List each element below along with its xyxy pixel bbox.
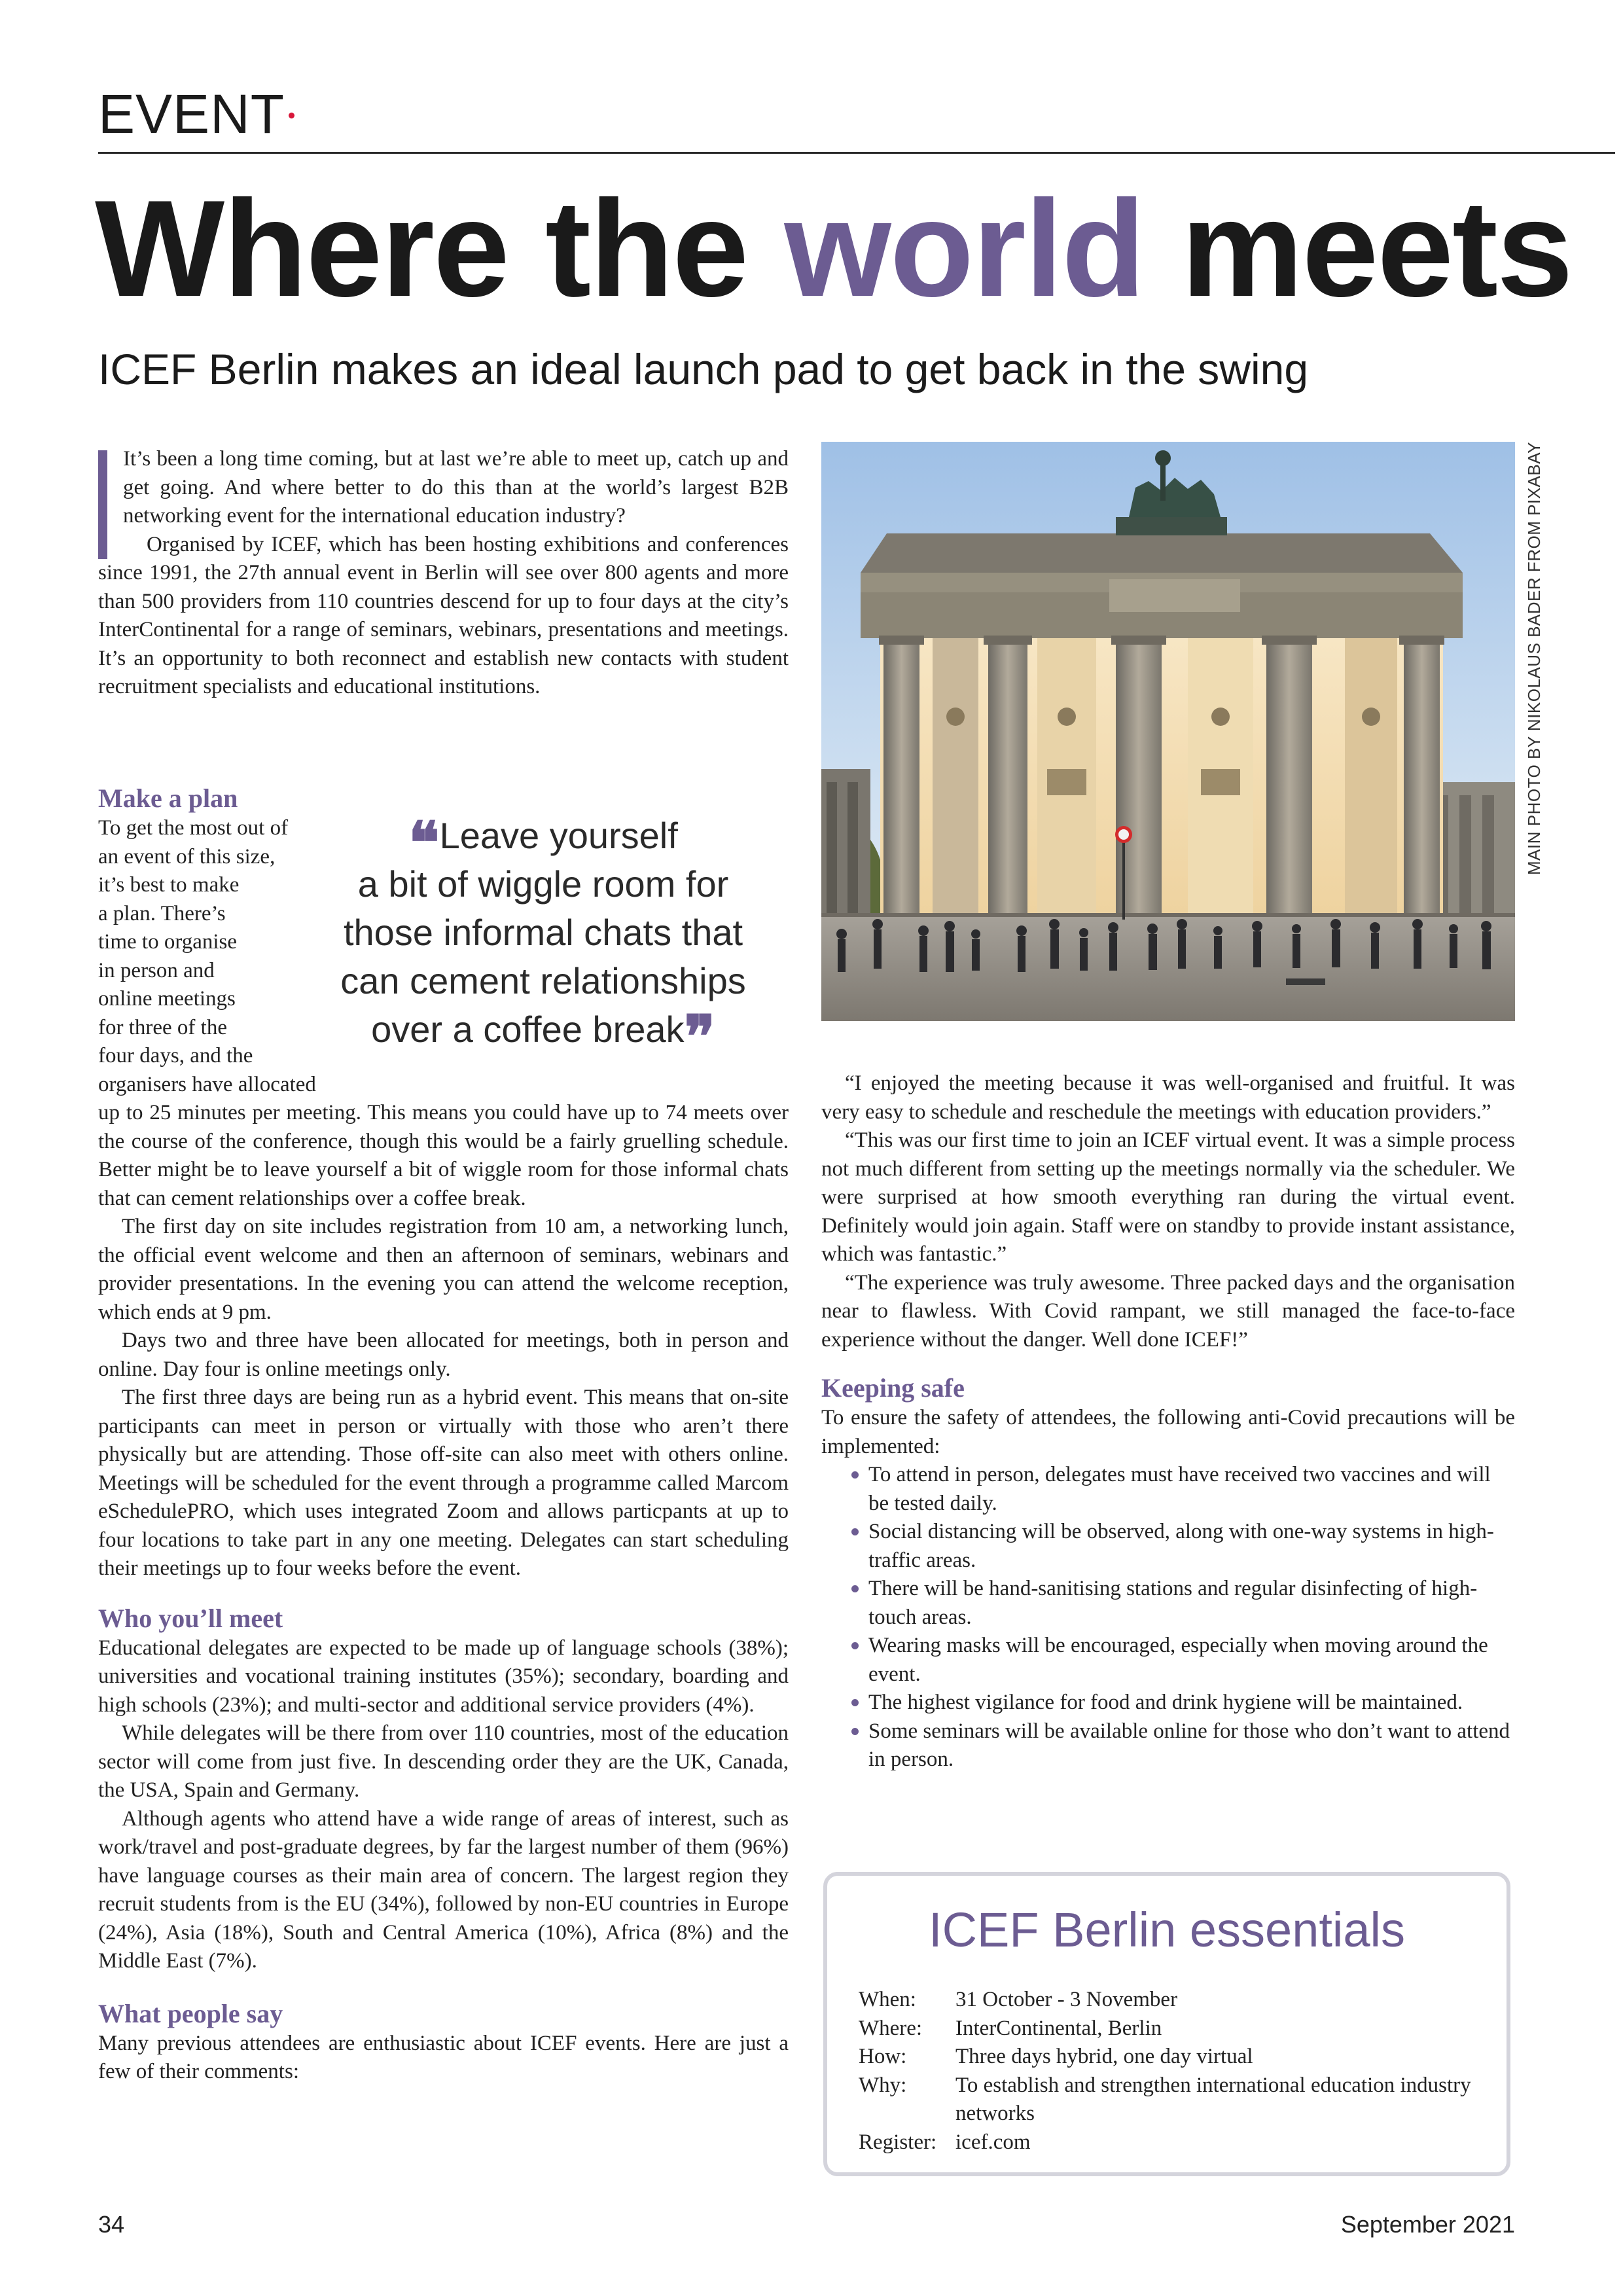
plan-line: four days, and the	[98, 1044, 253, 1067]
plan-line: organisers have allocated	[98, 1072, 316, 1096]
essentials-value: InterContinental, Berlin	[955, 2016, 1162, 2040]
safety-item: There will be hand-sanitising stations and regular disinfecting of high-touch areas.	[821, 1575, 1515, 1632]
essentials-key: How:	[859, 2045, 907, 2068]
say-heading: What people say	[98, 1998, 283, 2028]
essentials-key: Where:	[859, 2016, 923, 2040]
open-quote-icon: ❝	[408, 808, 440, 876]
intro-block	[98, 445, 789, 702]
essentials-value: 31 October - 3 November	[955, 1988, 1178, 2011]
essentials-value: icef.com	[955, 2130, 1031, 2154]
plan-heading: Make a plan	[98, 783, 238, 813]
plan-line: a plan. There’s	[98, 901, 226, 925]
say-paragraph-1: Many previous attendees are enthusiastic about ICEF events. Here are just a few of their comments:	[98, 2031, 789, 2083]
safe-intro: To ensure the safety of attendees, the following anti-Covid precautions will be implemented:	[821, 1406, 1515, 1458]
meet-paragraph-2: While delegates will be there from over 110 countries, most of the education sector will come from just five. In descending order they are the UK, Canada, the USA, Spain and Germany.	[98, 1721, 789, 1802]
essentials-box	[823, 1872, 1510, 2176]
meet-heading: Who you’ll meet	[98, 1603, 283, 1633]
pull-quote-line: can cement relationships	[340, 960, 746, 1001]
testimonials	[821, 1069, 1515, 1354]
section-dot-icon	[289, 113, 294, 118]
safety-item: Social distancing will be observed, along with one-way systems in high-traffic areas.	[821, 1518, 1515, 1575]
pull-quote	[308, 808, 779, 1070]
essentials-row-how	[859, 2043, 1487, 2072]
pull-quote-line: a bit of wiggle room for	[357, 863, 729, 905]
plan-paragraph-2: The first day on site includes registration from 10 am, a networking lunch, the official event welcome and then an afternoon of seminars, webinars and provider presentations. In the evening you can attend the welcome reception, which ends at 9 pm.	[98, 1215, 789, 1324]
meet-paragraph-3: Although agents who attend have a wide range of areas of interest, such as work/travel and post-graduate degrees, by far the largest number of them (96%) have language courses as their main area of concern. The largest region they recruit students from is the EU (34%), followed by non-EU countries in Europe (24%), Asia (18%), South and Central America (10%), Africa (8%) and the Middle East (7%).	[98, 1806, 789, 1973]
photo-credit-text: MAIN PHOTO BY NIKOLAUS BADER FROM PIXABAY	[1524, 442, 1544, 875]
brandenburg-gate-image	[821, 442, 1515, 1021]
safety-list	[821, 1461, 1515, 1774]
drop-cap-bar	[98, 450, 107, 559]
headline-highlight: world	[784, 171, 1145, 325]
headline-part-1: Where the	[95, 171, 785, 325]
essentials-row-register	[859, 2128, 1487, 2157]
safe-heading: Keeping safe	[821, 1373, 965, 1403]
section-label-text: EVENT	[98, 83, 285, 145]
pull-quote-line	[308, 808, 779, 876]
safety-item: Some seminars will be available online for those who don’t want to attend in person.	[821, 1717, 1515, 1774]
pull-quote-text: over a coffee break	[371, 1009, 685, 1050]
plan-body	[98, 1099, 789, 1583]
plan-line: To get the most out of	[98, 816, 289, 840]
safety-item: To attend in person, delegates must have received two vaccines and will be tested daily.	[821, 1461, 1515, 1518]
close-quote-icon: ❞	[684, 1002, 715, 1070]
essentials-value: To establish and strengthen international education industry networks	[955, 2073, 1471, 2125]
header-rule	[98, 152, 1615, 154]
page-number: 34	[98, 2211, 125, 2238]
meet-body	[98, 1634, 789, 1976]
safe-body	[821, 1404, 1515, 1774]
plan-line: online meetings	[98, 987, 236, 1011]
testimonial-1: “I enjoyed the meeting because it was well-organised and fruitful. It was very easy to schedule and reschedule the meetings with education providers.”	[821, 1071, 1515, 1124]
essentials-key: Why:	[859, 2073, 907, 2097]
essentials-row-when	[859, 1986, 1487, 2015]
essentials-title: ICEF Berlin essentials	[929, 1903, 1405, 1957]
plan-line: it’s best to make	[98, 873, 240, 897]
plan-line: in person and	[98, 958, 215, 982]
headline	[95, 171, 1572, 325]
intro-paragraph-1: It’s been a long time coming, but at last we’re able to meet up, catch up and get going. And where better to do this than at the world’s largest B2B networking event for the international education industry?	[123, 447, 789, 528]
essentials-row-where	[859, 2015, 1487, 2043]
essentials-value: Three days hybrid, one day virtual	[955, 2045, 1253, 2068]
plan-line: time to organise	[98, 930, 238, 954]
safety-item: Wearing masks will be encouraged, especially when moving around the event.	[821, 1632, 1515, 1689]
essentials-list	[859, 1986, 1487, 2157]
col2-block	[821, 1069, 1515, 1774]
plan-paragraph-4: The first three days are being run as a hybrid event. This means that on-site participants can meet in person or virtually with those who aren’t there physically but are attending. Those off-site can also meet with others online. Meetings will be scheduled for the event through a programme called Marcom eSchedulePRO, which uses integrated Zoom and allows particpants at up to four locations to take part in any one meeting. Delegates can start scheduling their meetings up to four weeks before the event.	[98, 1386, 789, 1580]
essentials-key: When:	[859, 1988, 916, 2011]
headline-part-2: meets	[1144, 171, 1572, 325]
plan-line: an event of this size,	[98, 844, 276, 869]
essentials-row-why	[859, 2072, 1487, 2128]
testimonial-3: “The experience was truly awesome. Three packed days and the organisation near to flawless. With Covid rampant, we still managed the face-to-face experience without the danger. Well done ICEF!”	[821, 1270, 1515, 1352]
photo-credit	[1505, 442, 1544, 1021]
safety-item: The highest vigilance for food and drink hygiene will be maintained.	[821, 1689, 1515, 1717]
pull-quote-line	[308, 1002, 779, 1070]
plan-paragraph-3: Days two and three have been allocated for meetings, both in person and online. Day four is online meetings only.	[98, 1329, 789, 1381]
say-intro	[98, 2030, 789, 2087]
meet-paragraph-1: Educational delegates are expected to be made up of language schools (38%); universities and vocational training institutes (35%); secondary, boarding and high schools (23%); and multi-sector and additional service providers (4%).	[98, 1636, 789, 1717]
intro-paragraph-2: Organised by ICEF, which has been hosting exhibitions and conferences since 1991, the 27th annual event in Berlin will see over 800 agents and more than 500 providers from 110 countries descend for up to four days at the city’s InterContinental for a range of seminars, webinars, presentations and meetings. It’s an opportunity to both reconnect and establish new contacts with student recruitment specialists and educational institutions.	[98, 532, 789, 698]
testimonial-2: “This was our first time to join an ICEF virtual event. It was a simple process not much different from setting up the meetings normally via the scheduler. We were surprised at how smooth everything ran during the virtual event. Definitely would join again. Staff were on standby to provide instant assistance, which was fantastic.”	[821, 1128, 1515, 1266]
section-label	[98, 83, 294, 145]
standfirst: ICEF Berlin makes an ideal launch pad to get back in the swing	[98, 345, 1309, 393]
pull-quote-line: those informal chats that	[343, 912, 743, 953]
plan-paragraph-1: up to 25 minutes per meeting. This means you could have up to 74 meets over the course of the conference, though this would be a fairly gruelling schedule. Better might be to leave yourself a bit of wiggle room for those informal chats that can cement relationships over a coffee break.	[98, 1101, 789, 1210]
issue-date: September 2021	[1340, 2211, 1515, 2238]
pull-quote-text: Leave yourself	[439, 815, 678, 856]
essentials-key: Register:	[859, 2130, 937, 2154]
plan-line: for three of the	[98, 1015, 227, 1039]
brandenburg-gate-photo	[821, 442, 1515, 1021]
